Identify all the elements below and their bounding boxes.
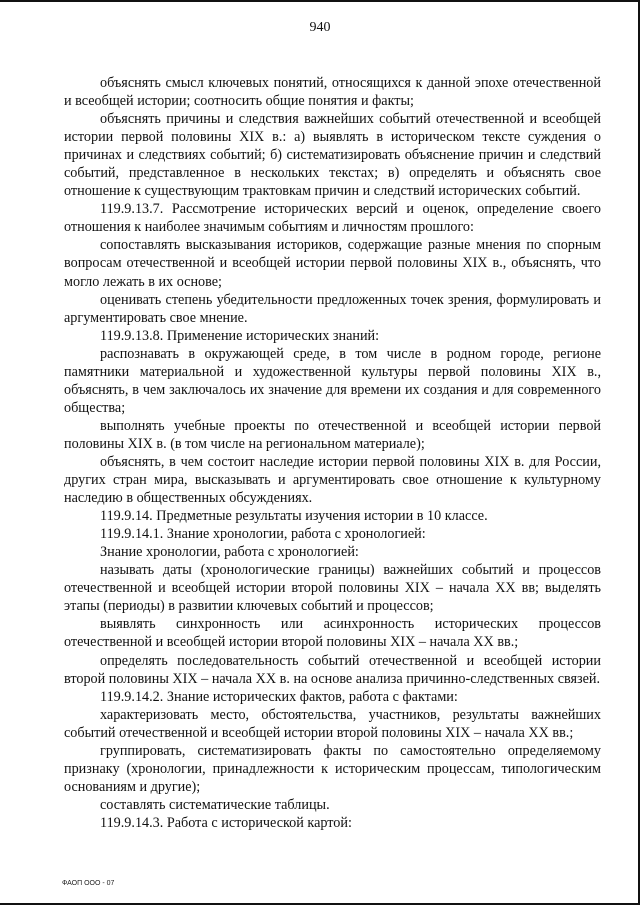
paragraph: объяснять причины и следствия важнейших событий отечественной и всеобщей истории первой половины XIX в.: а) выявлять в историческом тексте суждения о причинах и следствиях событий; б) систематизировать объяснение причин и следствий событий, представленное в нескольких текстах; в) определять и объяснять свое отношение к существующим трактовкам причин и следствий исторических событий. bbox=[64, 111, 601, 200]
paragraph: 119.9.14. Предметные результаты изучения истории в 10 классе. bbox=[100, 508, 488, 525]
paragraph: объяснять, в чем состоит наследие истории первой половины XIX в. для России, других стран мира, высказывать и аргументировать свое отношение к культурному наследию в общественных обсуждениях. bbox=[64, 453, 601, 507]
paragraph: группировать, систематизировать факты по самостоятельно определяемому признаку (хронологии, принадлежности к историческим процессам, типологическим основаниям и другие); bbox=[64, 742, 601, 795]
paragraph: выполнять учебные проекты по отечественной и всеобщей истории первой половины XIX в. (в том числе на региональном материале); bbox=[64, 417, 601, 452]
paragraph: распознавать в окружающей среде, в том числе в родном городе, регионе памятники материальной и художественной культуры первой половины XIX в., объяснять, в чем заключалось их значение для времени их создания и для современного общества; bbox=[64, 345, 601, 416]
paragraph: 119.9.14.3. Работа с исторической картой: bbox=[100, 814, 352, 831]
paragraph: 119.9.14.2. Знание исторических фактов, работа с фактами: bbox=[100, 688, 458, 705]
paragraph: объяснять смысл ключевых понятий, относящихся к данной эпохе отечественной и всеобщей истории; соотносить общие понятия и факты; bbox=[64, 75, 601, 110]
paragraph: характеризовать место, обстоятельства, участников, результаты важнейших событий отечественной и всеобщей истории второй половины XIX – начала XX вв.; bbox=[64, 706, 601, 741]
paragraph: сопоставлять высказывания историков, содержащие разные мнения по спорным вопросам отечественной и всеобщей истории первой половины XIX в., объяснять, что могло лежать в их основе; bbox=[64, 237, 601, 290]
paragraph: Знание хронологии, работа с хронологией: bbox=[100, 544, 359, 561]
paragraph: называть даты (хронологические границы) важнейших событий и процессов отечественной и всеобщей истории второй половины XIX – начала XX вв; выделять этапы (периоды) в развитии ключевых событий и процессов; bbox=[64, 562, 601, 615]
page-number: 940 bbox=[309, 20, 331, 35]
paragraph: 119.9.13.7. Рассмотрение исторических версий и оценок, определение своего отношения к наиболее значимым событиям и личностям прошлого: bbox=[64, 201, 601, 236]
paragraph: определять последовательность событий отечественной и всеобщей истории второй половины XIX – начала XX в. на основе анализа причинно-следственных связей. bbox=[64, 652, 601, 687]
paragraph: 119.9.14.1. Знание хронологии, работа с хронологией: bbox=[100, 526, 426, 543]
footer-label: ФАОП ООО - 07 bbox=[62, 880, 115, 887]
page-edge-top bbox=[0, 0, 640, 2]
paragraph: составлять систематические таблицы. bbox=[100, 796, 330, 813]
paragraph: 119.9.13.8. Применение исторических знаний: bbox=[100, 327, 380, 344]
body-text bbox=[64, 74, 601, 832]
paragraph: оценивать степень убедительности предложенных точек зрения, формулировать и аргументировать свое мнение. bbox=[64, 291, 601, 326]
paragraph: выявлять синхронность или асинхронность исторических процессов отечественной и всеобщей истории второй половины XIX – начала XX вв.; bbox=[64, 616, 601, 651]
